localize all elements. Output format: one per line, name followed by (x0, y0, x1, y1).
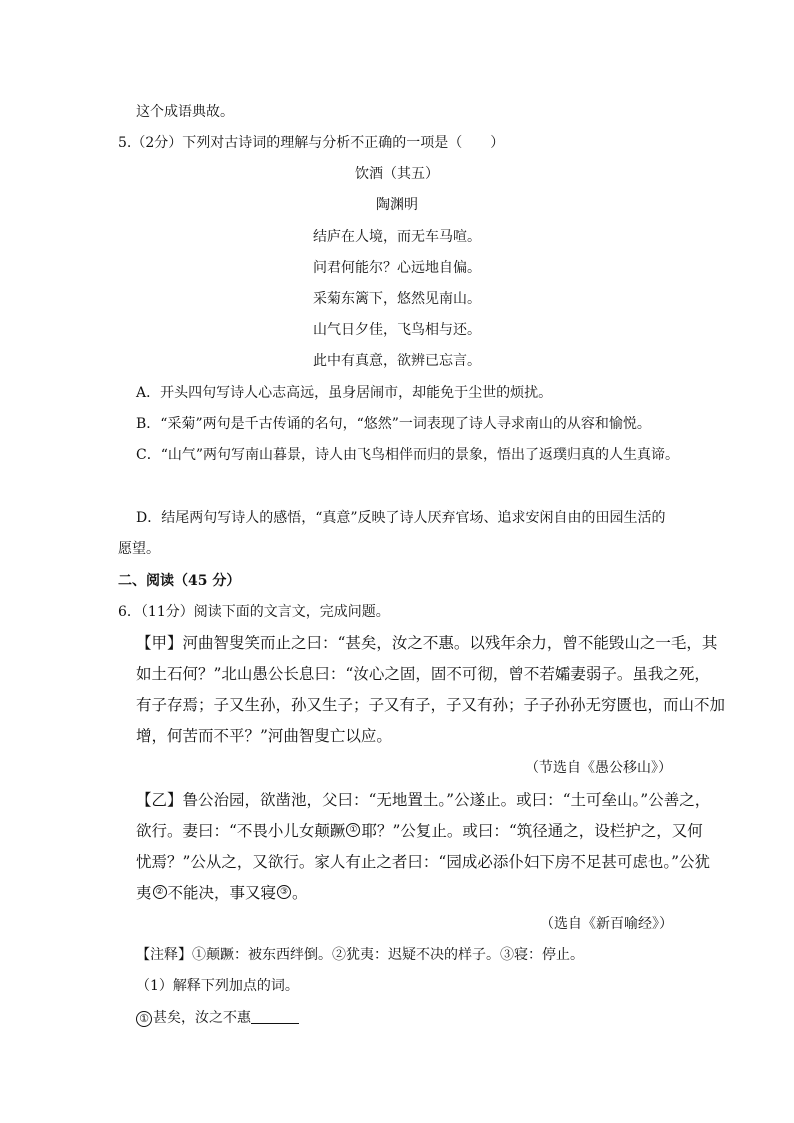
annotation-note: 【注释】①颠蹶：被东西绊倒。②犹夷：迟疑不决的样子。③寝：停止。 (136, 947, 584, 963)
section-heading: 二、阅读（45 分） (118, 573, 241, 589)
item-number: ① (136, 1011, 152, 1027)
sub-item (136, 1009, 299, 1027)
passage-jia-line: 有子存焉；子又生孙，孙又生子；子又有子，子又有孙；子子孙孙无穷匮也，而山不加 (136, 696, 726, 714)
passage-yi-text: 耶？”公复止。或曰：“筑径通之，设栏护之，又何 (361, 822, 703, 840)
poem-line: 山气日夕佳，飞鸟相与还。 (313, 322, 481, 338)
passage-yi-text: 夷 (136, 884, 152, 902)
poem-author: 陶渊明 (376, 197, 418, 213)
poem-line: 此中有真意，欲辨已忘言。 (313, 353, 481, 369)
passage-jia-line: 增，何苦而不平？”河曲智叟亡以应。 (136, 727, 392, 745)
answer-blank[interactable] (251, 1009, 299, 1024)
passage-yi-text: 不能决，事又寝 (167, 884, 277, 902)
option-d: D．结尾两句写诗人的感悟，“真意”反映了诗人厌弃官场、追求安闲自由的田园生活的 (136, 510, 666, 526)
continued-text: 这个成语典故。 (136, 104, 234, 120)
question-6-stem: 6．（11分）阅读下面的文言文，完成问题。 (118, 604, 390, 620)
sub-item-text: 甚矣，汝之不惠 (153, 1010, 251, 1026)
passage-yi-line: 【乙】鲁公治园，欲凿池，父曰：“无地置土。”公遂止。或曰：“土可垒山。”公善之， (136, 791, 711, 809)
source-citation: （选自《新百喻经》） (540, 916, 673, 932)
footnote-marker: ② (153, 885, 167, 899)
option-a: A．开头四句写诗人心志高远，虽身居闹市，却能免于尘世的烦扰。 (136, 385, 553, 401)
option-c: C．“山气”两句写南山暮景，诗人由飞鸟相伴而归的景象，悟出了返璞归真的人生真谛。 (136, 447, 680, 463)
footnote-marker: ③ (277, 885, 291, 899)
source-citation: （节选自《愚公移山》） (525, 760, 672, 776)
poem-line: 问君何能尔？心远地自偏。 (313, 260, 481, 276)
poem-line: 采菊东篱下，悠然见南山。 (313, 291, 481, 307)
passage-yi-line (136, 883, 308, 903)
passage-yi-line: 忧焉？”公从之，又欲行。家人有止之者曰：“园成必添仆妇下房不足甚可虑也。”公犹 (136, 853, 711, 871)
passage-yi-line (136, 821, 703, 841)
passage-jia-line: 【甲】河曲智叟笑而止之曰：“甚矣，汝之不惠。以残年余力，曾不能毁山之一毛，其 (136, 634, 718, 652)
option-d-continued: 愿望。 (118, 541, 160, 557)
option-b: B．“采菊”两句是千古传诵的名句，“悠然”一词表现了诗人寻求南山的从容和愉悦。 (136, 416, 651, 432)
sub-question-1: （1）解释下列加点的词。 (136, 978, 299, 994)
poem-title: 饮酒（其五） (355, 166, 439, 182)
passage-jia-line: 如土石何？”北山愚公长息曰：“汝心之固，固不可彻，曾不若孀妻弱子。虽我之死， (136, 665, 710, 683)
poem-line: 结庐在人境，而无车马喧。 (313, 229, 481, 245)
passage-yi-text: 欲行。妻曰：“不畏小儿女颠蹶 (136, 822, 346, 840)
footnote-marker: ① (346, 823, 360, 837)
passage-yi-text: 。 (292, 884, 308, 902)
question-5-stem: 5.（2分）下列对古诗词的理解与分析不正确的一项是（ ） (118, 135, 505, 151)
